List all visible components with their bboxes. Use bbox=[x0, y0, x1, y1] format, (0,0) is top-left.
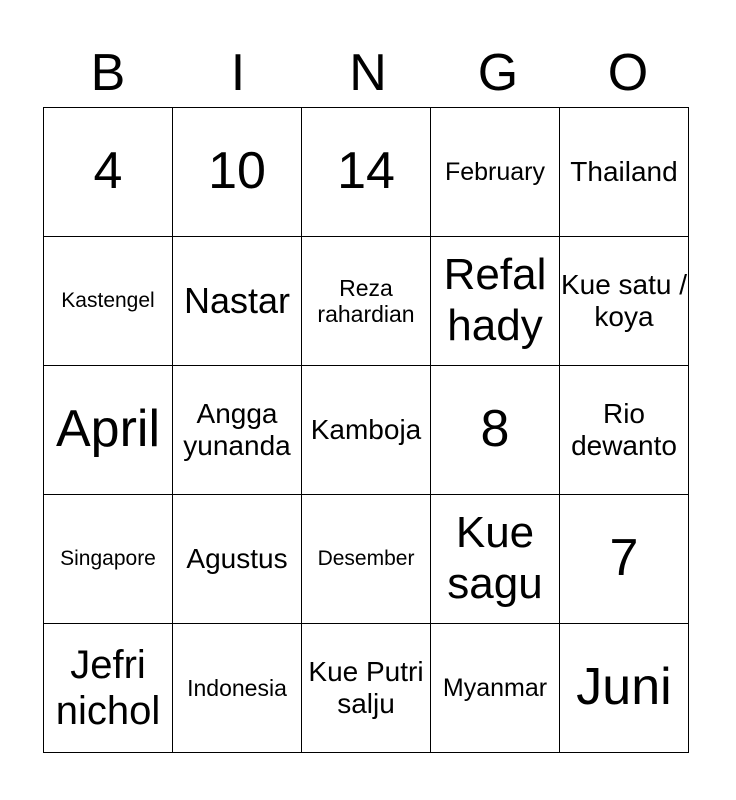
bingo-cell[interactable]: 8 bbox=[431, 366, 560, 495]
bingo-cell[interactable]: Angga yunanda bbox=[173, 366, 302, 495]
bingo-cell[interactable]: Kue sagu bbox=[431, 495, 560, 624]
bingo-cell[interactable]: 10 bbox=[173, 108, 302, 237]
bingo-cell[interactable]: 7 bbox=[560, 495, 689, 624]
bingo-cell[interactable]: Kamboja bbox=[302, 366, 431, 495]
bingo-cell[interactable]: Thailand bbox=[560, 108, 689, 237]
bingo-cell[interactable]: February bbox=[431, 108, 560, 237]
bingo-header bbox=[43, 40, 693, 106]
header-letter-o: O bbox=[607, 44, 649, 102]
bingo-cell[interactable]: Myanmar bbox=[431, 624, 560, 753]
bingo-card bbox=[43, 107, 689, 753]
bingo-row bbox=[44, 366, 689, 495]
bingo-cell[interactable]: Rio dewanto bbox=[560, 366, 689, 495]
bingo-cell[interactable]: Reza rahardian bbox=[302, 237, 431, 366]
bingo-cell[interactable]: Indonesia bbox=[173, 624, 302, 753]
bingo-cell[interactable]: 14 bbox=[302, 108, 431, 237]
bingo-cell[interactable]: Kue satu / koya bbox=[560, 237, 689, 366]
bingo-cell[interactable]: Kue Putri salju bbox=[302, 624, 431, 753]
bingo-cell[interactable]: 4 bbox=[44, 108, 173, 237]
bingo-row bbox=[44, 108, 689, 237]
bingo-cell[interactable]: Agustus bbox=[173, 495, 302, 624]
bingo-cell[interactable]: Kastengel bbox=[44, 237, 173, 366]
bingo-cell[interactable]: April bbox=[44, 366, 173, 495]
header-letter-g: G bbox=[477, 44, 519, 102]
bingo-cell[interactable]: Refal hady bbox=[431, 237, 560, 366]
bingo-row bbox=[44, 237, 689, 366]
bingo-cell[interactable]: Nastar bbox=[173, 237, 302, 366]
header-letter-n: N bbox=[349, 44, 387, 102]
bingo-cell[interactable]: Jefri nichol bbox=[44, 624, 173, 753]
bingo-cell[interactable]: Singapore bbox=[44, 495, 173, 624]
bingo-row bbox=[44, 495, 689, 624]
bingo-row bbox=[44, 624, 689, 753]
header-letter-b: B bbox=[90, 44, 126, 102]
bingo-cell[interactable]: Juni bbox=[560, 624, 689, 753]
header-letter-i: I bbox=[230, 44, 246, 102]
bingo-cell[interactable]: Desember bbox=[302, 495, 431, 624]
